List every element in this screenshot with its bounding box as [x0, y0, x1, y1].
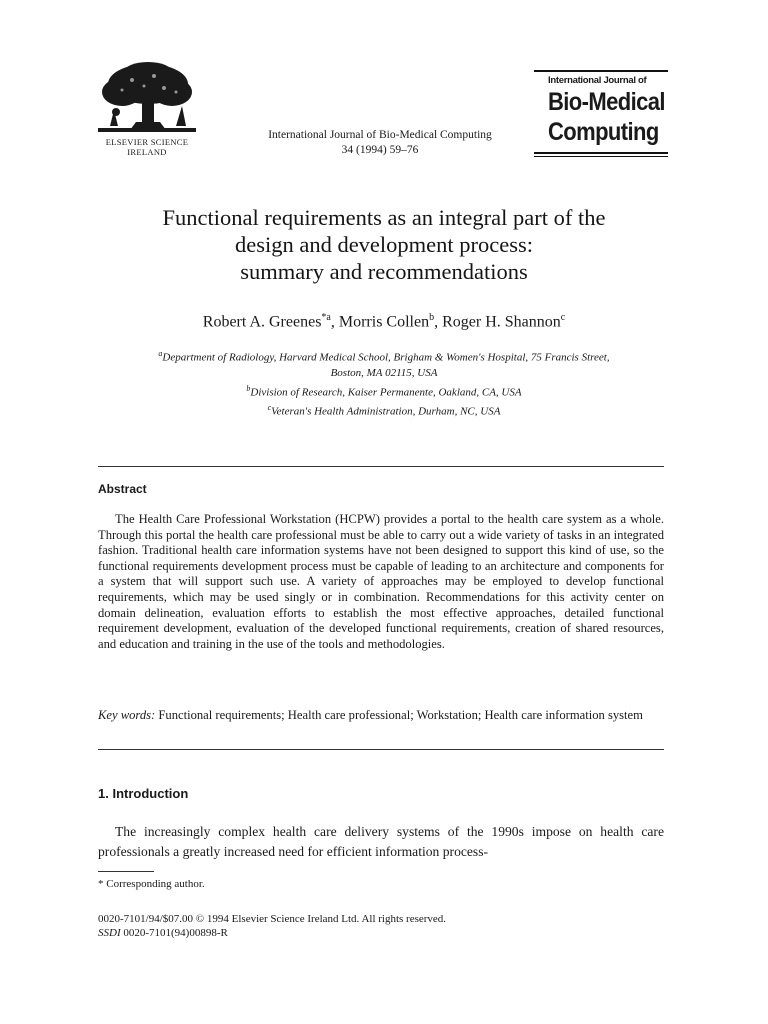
copyright-line: 0020-7101/94/$07.00 © 1994 Elsevier Science Ireland Ltd. All rights reserved. — [98, 913, 447, 925]
keywords — [98, 708, 664, 724]
author-name: Robert A. Greenes — [202, 313, 322, 331]
ssdi-line — [98, 926, 446, 940]
publisher-name: ELSEVIER SCIENCE — [105, 137, 189, 147]
publisher-location: IRELAND — [127, 147, 167, 157]
keywords-text: Functional requirements; Health care professional; Workstation; Health care information system — [158, 708, 643, 722]
introduction-body: The increasingly complex health care delivery systems of the 1990s impose on health care professionals a greatly increased need for efficient information process- — [98, 824, 664, 859]
affiliation-a-cont: Boston, MA 02115, USA — [330, 366, 438, 379]
footnote-symbol: * — [98, 878, 104, 890]
journal-volume-pages: 34 (1994) 59–76 — [341, 144, 419, 156]
affiliations — [70, 346, 698, 420]
divider — [98, 749, 664, 750]
ssdi-value: 0020-7101(94)00898-R — [123, 927, 228, 939]
affiliation-text: Veteran's Health Administration, Durham, NC, USA — [271, 405, 501, 418]
abstract-heading: Abstract — [98, 482, 147, 496]
article-title — [60, 204, 708, 285]
title-line-2: design and development process: — [234, 232, 534, 257]
footnote-rule — [98, 871, 154, 872]
affiliation-mark: b — [246, 383, 251, 393]
affiliation-mark: c — [267, 403, 272, 413]
divider — [98, 466, 664, 467]
title-line-1: Functional requirements as an integral part of the — [162, 205, 606, 230]
footnote-text: Corresponding author. — [106, 878, 205, 890]
author-list: Robert A. Greenes$^{*a}$, Morris Collen$^b$, Roger H. Shannon$^c$ — [202, 312, 566, 331]
author-mark: *a — [321, 312, 331, 323]
ssdi-label: SSDI — [98, 927, 121, 939]
author-name: Roger H. Shannon — [442, 313, 561, 331]
author-name: Morris Collen — [338, 313, 430, 331]
masthead-rule-top — [534, 70, 668, 72]
author-mark: b — [429, 312, 435, 323]
affiliation-text: Department of Radiology, Harvard Medical School, Brigham & Women's Hospital, 75 Francis Street, — [162, 351, 610, 364]
masthead-title-line2: Computing — [548, 116, 659, 146]
title-line-3: summary and recommendations — [240, 259, 528, 284]
footnote — [98, 878, 205, 890]
masthead-small-title: International Journal of — [548, 75, 647, 86]
masthead-rule-bottom-thin — [534, 156, 668, 157]
elsevier-tree-emblem — [92, 62, 202, 138]
copyright-block — [98, 912, 446, 940]
affiliation-a — [70, 346, 698, 366]
masthead-rule-bottom — [534, 152, 668, 154]
journal-citation — [230, 128, 530, 158]
affiliation-b — [70, 381, 698, 401]
section-heading: 1. Introduction — [98, 786, 189, 801]
abstract-body: The Health Care Professional Workstation (HCPW) provides a portal to the health care system as a whole. Through this portal the health care professional must be able to carry out a wide variety of tasks in an integrated fashion. Traditional health care information systems have not been designed to support this kind of use, so the functional requirements development process must be capable of leading to an architecture and components for a system that will support such use. A variety of approaches may be employed to develop functional requirements, which may be used singly or in combination. Recommendations for this activity center on domain delineation, evaluation efforts to establish the most effective approaches, detailed functional requirement development, evaluation of the developed functional requirements, creation of shared resources, and education and training in the use of the tools and methodologies. — [98, 512, 664, 651]
keywords-label: Key words: — [98, 708, 156, 722]
masthead-title-line1: Bio-Medical — [548, 86, 665, 116]
affiliation-c — [70, 400, 698, 420]
journal-masthead — [534, 70, 668, 160]
author-mark: c — [560, 312, 566, 323]
affiliation-text: Division of Research, Kaiser Permanente, Oakland, CA, USA — [250, 386, 522, 399]
journal-name: International Journal of Bio-Medical Computing — [268, 129, 492, 141]
elsevier-logo — [92, 62, 202, 174]
affiliation-mark: a — [158, 349, 163, 358]
